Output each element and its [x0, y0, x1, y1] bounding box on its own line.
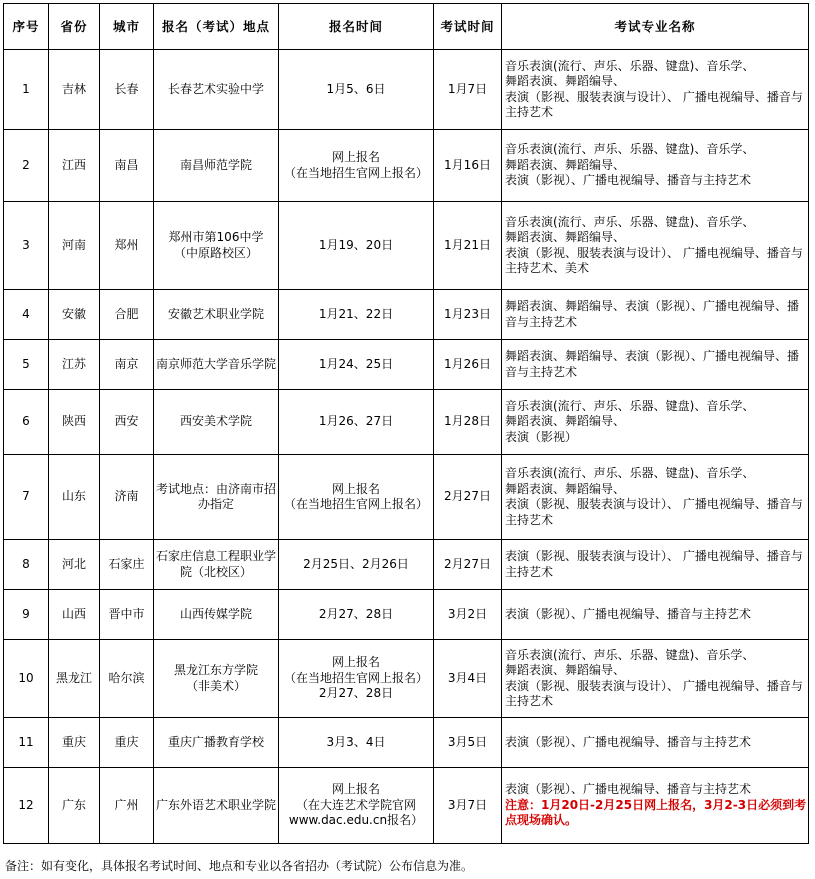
province-cell [49, 50, 100, 130]
registration-time-text: 1月24、25日 [318, 356, 394, 371]
location-cell [154, 390, 279, 455]
city-text: 合肥 [114, 306, 139, 321]
province-cell [49, 590, 100, 640]
province-text: 山东 [61, 489, 86, 504]
province-text: 江西 [61, 157, 86, 172]
registration-time-cell [279, 202, 434, 290]
exam-time-cell [434, 640, 502, 718]
majors-text: 音乐表演(流行、声乐、乐器、键盘)、音乐学、 舞蹈表演、舞蹈编导、 表演（影视）、广播电视编导、播音与主持艺术 [505, 142, 755, 188]
table-row [4, 130, 809, 202]
city-cell [100, 390, 154, 455]
exam-time-text: 3月2日 [447, 606, 488, 621]
province-cell [49, 768, 100, 844]
location-text: 西安美术学院 [179, 414, 252, 429]
location-cell [154, 202, 279, 290]
registration-time-text: 1月26、27日 [318, 414, 394, 429]
province-cell [49, 130, 100, 202]
registration-time-cell [279, 718, 434, 768]
row-number-cell [4, 640, 49, 718]
exam-time-cell [434, 590, 502, 640]
exam-time-text: 1月7日 [447, 81, 488, 96]
exam-time-cell [434, 50, 502, 130]
exam-time-text: 1月23日 [444, 306, 491, 321]
city-cell [100, 768, 154, 844]
province-cell [49, 202, 100, 290]
location-cell [154, 540, 279, 590]
registration-time-cell [279, 390, 434, 455]
city-cell [100, 718, 154, 768]
location-text: 山西传媒学院 [179, 606, 252, 621]
exam-time-cell [434, 455, 502, 540]
majors-cell [502, 130, 809, 202]
province-text: 陕西 [61, 414, 86, 429]
row-number-text: 8 [22, 556, 30, 571]
province-text: 江苏 [61, 356, 86, 371]
table-row [4, 390, 809, 455]
row-number-cell [4, 540, 49, 590]
location-text: 南京师范大学音乐学院 [156, 356, 277, 371]
table-row [4, 455, 809, 540]
exam-time-text: 1月28日 [444, 414, 491, 429]
row-number-text: 7 [22, 489, 30, 504]
row-number-cell [4, 340, 49, 390]
province-text: 山西 [61, 606, 86, 621]
location-cell [154, 590, 279, 640]
majors-text: 舞蹈表演、舞蹈编导、表演（影视）、广播电视编导、播音与主持艺术 [505, 299, 800, 329]
registration-time-text: 1月19、20日 [318, 237, 394, 252]
registration-time-cell [279, 290, 434, 340]
city-cell [100, 455, 154, 540]
city-text: 南昌 [114, 157, 139, 172]
exam-time-text: 1月26日 [444, 356, 491, 371]
province-text: 吉林 [61, 81, 86, 96]
row-number-text: 5 [22, 356, 30, 371]
exam-time-cell [434, 130, 502, 202]
table-row [4, 340, 809, 390]
location-text: 黑龙江东方学院 （非美术） [173, 663, 258, 693]
city-text: 重庆 [114, 734, 139, 749]
table-row [4, 50, 809, 130]
city-text: 石家庄 [108, 556, 145, 571]
city-cell [100, 130, 154, 202]
majors-text: 舞蹈表演、舞蹈编导、表演（影视）、广播电视编导、播音与主持艺术 [505, 349, 800, 379]
row-number-cell [4, 390, 49, 455]
city-text: 长春 [114, 81, 139, 96]
location-cell [154, 340, 279, 390]
table-row [4, 202, 809, 290]
registration-time-text: 网上报名 （在大连艺术学院官网 www.dac.edu.cn报名） [288, 782, 424, 828]
province-text: 黑龙江 [55, 670, 92, 685]
majors-cell [502, 340, 809, 390]
registration-time-cell [279, 540, 434, 590]
majors-cell [502, 290, 809, 340]
row-number-text: 4 [22, 306, 30, 321]
row-number-cell [4, 290, 49, 340]
city-text: 南京 [114, 356, 139, 371]
table-header-row [4, 4, 809, 50]
city-text: 哈尔滨 [108, 670, 145, 685]
city-text: 济南 [114, 489, 139, 504]
majors-text: 音乐表演(流行、声乐、乐器、键盘)、音乐学、 舞蹈表演、舞蹈编导、 表演（影视、服装表演与设计）、 广播电视编导、播音与主持艺术 [505, 466, 803, 527]
header-no: 序号 [4, 4, 49, 50]
row-number-text: 1 [22, 81, 30, 96]
majors-text: 表演（影视、服装表演与设计）、 广播电视编导、播音与主持艺术 [505, 549, 803, 579]
province-text: 广东 [61, 797, 86, 812]
city-cell [100, 640, 154, 718]
majors-cell [502, 718, 809, 768]
location-cell [154, 718, 279, 768]
row-number-text: 6 [22, 414, 30, 429]
registration-notice-text: 注意：1月20日-2月25日网上报名，3月2-3日必须到考点现场确认。 [505, 797, 807, 828]
city-text: 郑州 [114, 237, 139, 252]
majors-cell [502, 390, 809, 455]
row-number-cell [4, 718, 49, 768]
exam-time-text: 2月27日 [444, 489, 491, 504]
exam-time-text: 2月27日 [444, 556, 491, 571]
exam-time-text: 3月5日 [447, 734, 488, 749]
city-cell [100, 590, 154, 640]
location-text: 安徽艺术职业学院 [167, 306, 264, 321]
registration-time-text: 网上报名 （在当地招生官网上报名） [283, 481, 428, 511]
province-text: 安徽 [61, 306, 86, 321]
location-text: 石家庄信息工程职业学院（北校区） [156, 549, 277, 579]
row-number-text: 11 [18, 734, 34, 749]
location-cell [154, 768, 279, 844]
registration-time-cell [279, 455, 434, 540]
registration-time-text: 网上报名 （在当地招生官网上报名） 2月27、28日 [283, 655, 428, 701]
registration-time-cell [279, 768, 434, 844]
row-number-cell [4, 202, 49, 290]
row-number-cell [4, 50, 49, 130]
registration-time-text: 1月21、22日 [318, 306, 394, 321]
city-text: 西安 [114, 414, 139, 429]
majors-cell [502, 768, 809, 844]
location-cell [154, 455, 279, 540]
province-cell [49, 455, 100, 540]
header-exam-time: 考试时间 [434, 4, 502, 50]
exam-time-text: 3月4日 [447, 670, 488, 685]
majors-cell [502, 455, 809, 540]
majors-cell [502, 640, 809, 718]
province-text: 河南 [61, 237, 86, 252]
header-location: 报名（考试）地点 [154, 4, 279, 50]
location-text: 重庆广播教育学校 [167, 734, 264, 749]
registration-time-cell [279, 590, 434, 640]
row-number-text: 3 [22, 237, 30, 252]
registration-time-cell [279, 130, 434, 202]
header-city: 城市 [100, 4, 154, 50]
table-row [4, 640, 809, 718]
table-row [4, 768, 809, 844]
row-number-cell [4, 768, 49, 844]
city-cell [100, 202, 154, 290]
location-cell [154, 640, 279, 718]
registration-time-cell [279, 340, 434, 390]
table-row [4, 590, 809, 640]
exam-time-cell [434, 290, 502, 340]
exam-time-text: 1月16日 [444, 157, 491, 172]
location-text: 长春艺术实验中学 [167, 81, 264, 96]
city-cell [100, 50, 154, 130]
province-cell [49, 640, 100, 718]
majors-cell [502, 540, 809, 590]
location-text: 郑州市第106中学 （中原路校区） [168, 230, 264, 260]
exam-time-cell [434, 718, 502, 768]
province-cell [49, 340, 100, 390]
exam-schedule-table [3, 3, 809, 844]
registration-time-cell [279, 640, 434, 718]
majors-text: 音乐表演(流行、声乐、乐器、键盘)、音乐学、 舞蹈表演、舞蹈编导、 表演（影视、服装表演与设计）、 广播电视编导、播音与主持艺术 [505, 58, 803, 119]
row-number-cell [4, 130, 49, 202]
exam-time-cell [434, 202, 502, 290]
location-text: 南昌师范学院 [179, 157, 252, 172]
table-row [4, 540, 809, 590]
row-number-text: 12 [18, 797, 34, 812]
location-cell [154, 290, 279, 340]
registration-time-text: 1月5、6日 [326, 81, 386, 96]
exam-time-text: 3月7日 [447, 797, 488, 812]
city-text: 晋中市 [108, 606, 145, 621]
majors-cell [502, 590, 809, 640]
exam-time-text: 1月21日 [444, 237, 491, 252]
city-cell [100, 340, 154, 390]
registration-time-text: 网上报名 （在当地招生官网上报名） [283, 150, 428, 180]
location-text: 广东外语艺术职业学院 [156, 797, 277, 812]
location-cell [154, 50, 279, 130]
province-text: 重庆 [61, 734, 86, 749]
location-text: 考试地点：由济南市招办指定 [156, 481, 277, 511]
row-number-text: 2 [22, 157, 30, 172]
table-row [4, 290, 809, 340]
location-cell [154, 130, 279, 202]
footnote: 备注：如有变化，具体报名考试时间、地点和专业以各省招办（考试院）公布信息为准。 [5, 859, 474, 873]
majors-cell [502, 50, 809, 130]
province-cell [49, 540, 100, 590]
header-majors: 考试专业名称 [502, 4, 809, 50]
majors-cell [502, 202, 809, 290]
registration-time-cell [279, 50, 434, 130]
exam-time-cell [434, 390, 502, 455]
exam-time-cell [434, 540, 502, 590]
table-row [4, 718, 809, 768]
exam-time-cell [434, 768, 502, 844]
majors-text: 音乐表演(流行、声乐、乐器、键盘)、音乐学、 舞蹈表演、舞蹈编导、 表演（影视、服装表演与设计）、 广播电视编导、播音与主持艺术 [505, 647, 803, 708]
header-province: 省份 [49, 4, 100, 50]
row-number-text: 10 [18, 670, 34, 685]
exam-time-cell [434, 340, 502, 390]
province-cell [49, 390, 100, 455]
registration-time-text: 2月25日、2月26日 [303, 556, 409, 571]
majors-text: 表演（影视）、广播电视编导、播音与主持艺术 [505, 606, 752, 621]
province-cell [49, 290, 100, 340]
majors-text: 表演（影视）、广播电视编导、播音与主持艺术 [505, 734, 752, 749]
row-number-cell [4, 590, 49, 640]
city-text: 广州 [114, 797, 139, 812]
province-text: 河北 [61, 556, 86, 571]
registration-time-text: 2月27、28日 [318, 606, 394, 621]
city-cell [100, 540, 154, 590]
header-registration-time: 报名时间 [279, 4, 434, 50]
registration-time-text: 3月3、4日 [326, 734, 386, 749]
majors-text: 音乐表演(流行、声乐、乐器、键盘)、音乐学、 舞蹈表演、舞蹈编导、 表演（影视、服装表演与设计）、 广播电视编导、播音与主持艺术、美术 [505, 214, 803, 275]
row-number-cell [4, 455, 49, 540]
city-cell [100, 290, 154, 340]
row-number-text: 9 [22, 606, 30, 621]
province-cell [49, 718, 100, 768]
majors-text: 表演（影视）、广播电视编导、播音与主持艺术 [505, 782, 752, 797]
majors-text: 音乐表演(流行、声乐、乐器、键盘)、音乐学、 舞蹈表演、舞蹈编导、 表演（影视） [505, 398, 755, 444]
